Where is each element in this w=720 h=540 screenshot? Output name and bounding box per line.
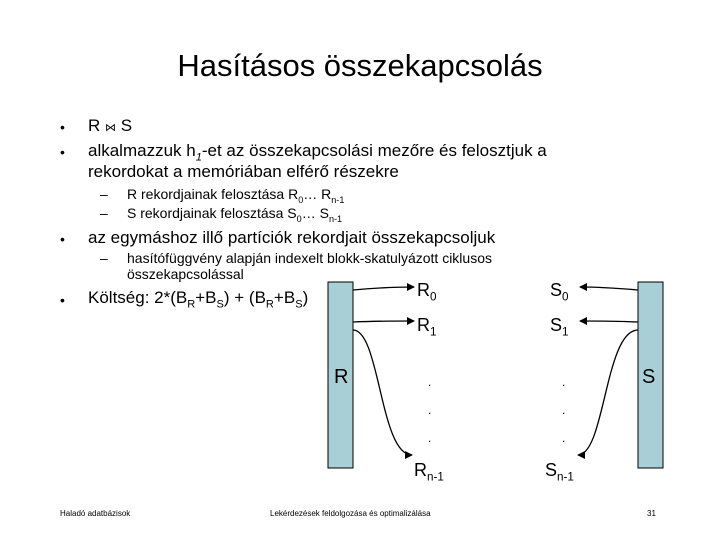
relation-s: S [120,116,133,135]
sub-bullet-nested-loop: hasítófüggvény alapján indexelt blokk-skatulyázott ciklusos [127,250,492,266]
relation-r-label: R [334,366,349,388]
bullet-hash-apply: alkalmazzuk $h_1-et$ az összekapcsolási mezőre és felosztjuk a [88,141,547,164]
partition-rn: $R_{n-1}$ [414,460,444,484]
sub-bullet-dash: – [100,186,108,202]
relation-r: R [88,116,101,135]
slide-title: Hasításos összekapcsolás [177,48,543,83]
partition-s1: $S_1$ [550,315,569,339]
arrow-s-to-s0 [580,287,638,290]
arrow-r-to-rn [353,330,412,455]
relation-s-label: S [642,366,656,388]
bullet-marker: • [60,231,65,247]
sub-bullet-s-partition: S rekordjainak felosztása $S_0\dots$ $S_{n-1}$ [127,205,343,224]
ellipsis-dot: . [428,375,432,389]
join-symbol: ⋈ [105,122,117,134]
bullet-marker: • [60,119,65,135]
page-number: 31 [647,509,656,518]
ellipsis-dot: . [562,375,566,389]
bullet-cost: Költség: $2*(B_R+B_S) + (B_R+B_S)$ [88,288,309,311]
partition-r0: $R_0$ [417,280,437,304]
ellipsis-dot: . [428,431,432,445]
sub-bullet-dash: – [100,250,108,266]
footer-topic: Lekérdezések feldolgozása és optimalizálása [270,509,431,518]
partition-r1: $R_1$ [417,315,437,339]
sub-bullet-nested-loop-line2: összekapcsolással [127,266,244,282]
ellipsis-dot: . [562,431,566,445]
arrow-s-to-sn [578,330,638,455]
bullet-match-partitions: az egymáshoz illő partíciók rekordjait összekapcsoljuk [88,228,496,247]
footer-course: Haladó adatbázisok [60,509,131,518]
sub-bullet-dash: – [100,205,108,221]
partition-sn: $S_{n-1}$ [545,460,574,484]
arrow-s-to-s1 [580,321,638,322]
bullet-marker: • [60,144,65,160]
partition-s0: $S_0$ [550,280,569,304]
sub-bullet-r-partition: R rekordjainak felosztása $R_0\dots$ $R_{n-1}$ [127,186,345,205]
bullet-hash-apply-line2: rekordokat a memóriában elférő részekre [88,162,399,181]
ellipsis-dot: . [428,403,432,417]
arrow-r-to-r1 [353,321,414,322]
arrow-r-to-r0 [353,287,414,290]
ellipsis-dot: . [562,403,566,417]
bullet-marker: • [60,292,65,308]
